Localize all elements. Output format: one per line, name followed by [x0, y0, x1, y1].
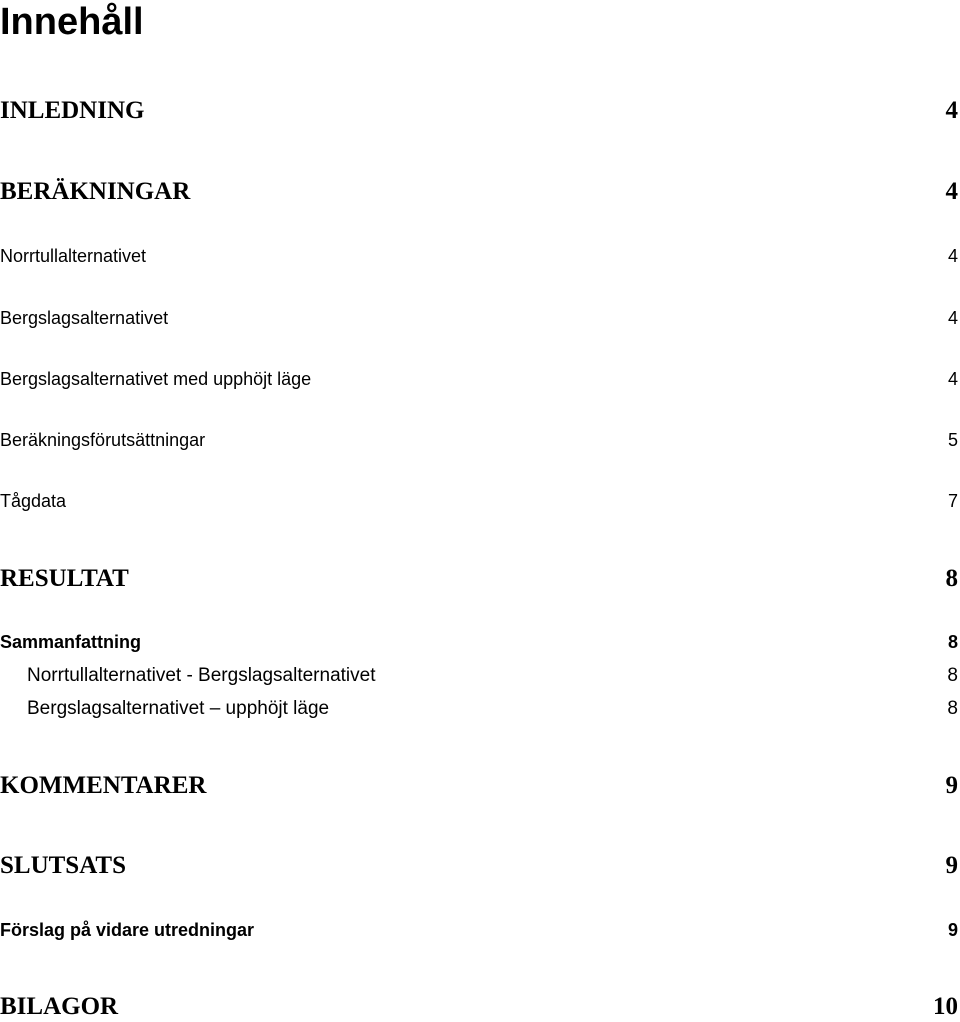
toc-entry-bergslagsalternativet-upphojt[interactable]: [0, 367, 958, 391]
toc-entry-title: RESULTAT: [0, 565, 129, 592]
toc-entry-title: Sammanfattning: [0, 632, 142, 652]
toc-entry-page: 4: [947, 369, 958, 389]
toc-entry-berakningsforutsattningar[interactable]: [0, 428, 958, 452]
toc-entry-page: 8: [947, 632, 958, 652]
toc-entry-bilagor[interactable]: [0, 992, 958, 1022]
toc-entry-title: INLEDNING: [0, 97, 145, 124]
toc-entry-page: 8: [945, 565, 958, 592]
toc-entry-page: 4: [945, 178, 958, 205]
toc-entry-page: 4: [945, 97, 958, 124]
toc-entry-page: 9: [947, 920, 958, 940]
toc-entry-page: 9: [945, 772, 958, 799]
toc-entry-page: 7: [947, 491, 958, 511]
toc-entry-norrtullalternativet[interactable]: [0, 244, 958, 268]
toc-entry-page: 5: [947, 430, 958, 450]
toc-entry-tagdata[interactable]: [0, 489, 958, 513]
toc-entry-title: Norrtullalternativet - Bergslagsalternativet: [27, 665, 376, 686]
toc-entry-inledning[interactable]: [0, 96, 958, 126]
toc-entry-title: Norrtullalternativet: [0, 246, 147, 266]
toc-entry-title: Förslag på vidare utredningar: [0, 920, 255, 940]
toc-entry-title: Beräkningsförutsättningar: [0, 430, 206, 450]
toc-entry-bergslag-upphojt[interactable]: [0, 697, 958, 721]
toc-entry-title: KOMMENTARER: [0, 772, 207, 799]
toc-entry-title: Bergslagsalternativet med upphöjt läge: [0, 369, 312, 389]
toc-entry-page: 4: [947, 308, 958, 328]
toc-entry-forslag[interactable]: [0, 918, 958, 942]
toc-entry-title: SLUTSATS: [0, 852, 126, 879]
toc-entry-kommentarer[interactable]: [0, 771, 958, 801]
toc-entry-page: 8: [947, 665, 958, 686]
toc-entry-page: 4: [947, 246, 958, 266]
toc-entry-page: 8: [947, 698, 958, 719]
toc-entry-title: Bergslagsalternativet – upphöjt läge: [27, 698, 330, 719]
toc-entry-page: 9: [945, 852, 958, 879]
toc-entry-title: BILAGOR: [0, 993, 119, 1020]
toc-entry-title: Bergslagsalternativet: [0, 308, 169, 328]
toc-entry-page: 10: [933, 993, 958, 1020]
toc-entry-norrtull-bergslag[interactable]: [0, 664, 958, 688]
toc-entry-berakningar[interactable]: [0, 177, 958, 207]
toc-entry-resultat[interactable]: [0, 564, 958, 594]
toc-entry-slutsats[interactable]: [0, 851, 958, 881]
toc-entry-bergslagsalternativet[interactable]: [0, 306, 958, 330]
toc-entry-sammanfattning[interactable]: [0, 630, 958, 654]
page-title: Innehåll: [0, 1, 144, 43]
toc-entry-title: Tågdata: [0, 491, 67, 511]
toc-entry-title: BERÄKNINGAR: [0, 178, 191, 205]
